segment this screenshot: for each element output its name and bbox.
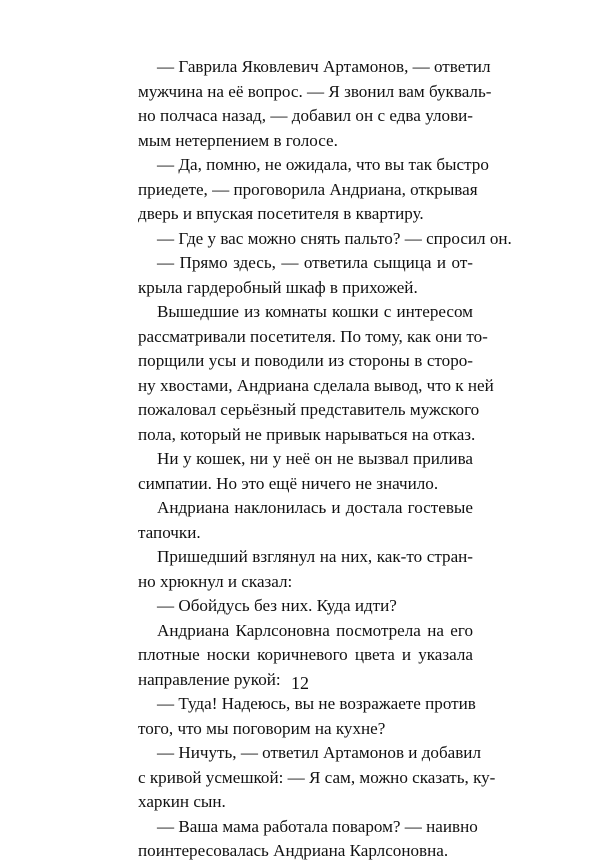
text-line: — Где у вас можно снять пальто? — спросил он. [157, 228, 512, 248]
text-line: порщили усы и поводили из стороны в сторо- [138, 351, 473, 370]
text-line: но полчаса назад, — добавил он с едва улови- [138, 106, 473, 125]
text-line: с кривой усмешкой: — Я сам, можно сказать, ку- [138, 767, 496, 787]
text-line: — Обойдусь без них. Куда идти? [157, 596, 397, 615]
text-line: направление рукой: [138, 669, 281, 689]
text-line: дверь и впуская посетителя в квартиру. [138, 204, 424, 223]
text-line: того, что мы поговорим на кухне? [138, 718, 386, 738]
text-line: Вышедшие из комнаты кошки с интересом [157, 302, 473, 321]
text-line: — Туда! Надеюсь, вы не возражаете против [157, 694, 476, 713]
text-line: симпатии. Но это ещё ничего не значило. [138, 473, 439, 493]
text-line: — Да, помню, не ожидала, что вы так быстро [157, 155, 489, 174]
text-line: приедете, — проговорила Андриана, открывая [138, 179, 478, 199]
text-line: мым нетерпением в голосе. [138, 130, 338, 150]
text-line: Ни у кошек, ни у неё он не вызвал прилива [157, 449, 473, 468]
text-line: пожаловал серьёзный представитель мужского [138, 400, 480, 419]
text-line: Андриана Карлсоновна посмотрела на его [157, 620, 473, 640]
text-line: ну хвостами, Андриана сделала вывод, что к ней [138, 375, 494, 395]
text-line: плотные носки коричневого цвета и указала [138, 645, 473, 664]
text-line: — Прямо здесь, — ответила сыщица и от- [157, 253, 473, 272]
text-line: мужчина на её вопрос. — Я звонил вам букваль- [138, 81, 492, 101]
text-line: но хрюкнул и сказал: [138, 571, 293, 591]
text-line: Пришедший взглянул на них, как-то стран- [157, 547, 473, 566]
text-line: — Ваша мама работала поваром? — наивно [157, 816, 478, 836]
page-number: 12 [291, 673, 309, 693]
text-line: харкин сын. [138, 792, 226, 811]
text-line: тапочки. [138, 522, 201, 542]
text-line: Андриана наклонилась и достала гостевые [157, 498, 473, 517]
body-text [138, 55, 512, 864]
text-line: пола, который не привык нарываться на отказ. [138, 424, 476, 444]
text-line: рассматривали посетителя. По тому, как они то- [138, 326, 488, 346]
text-line: — Гаврила Яковлевич Артамонов, — ответил [157, 57, 491, 76]
text-line: крыла гардеробный шкаф в прихожей. [138, 277, 418, 297]
text-line: поинтересовалась Андриана Карлсоновна. [138, 841, 449, 860]
text-line: — Ничуть, — ответил Артамонов и добавил [157, 743, 481, 762]
